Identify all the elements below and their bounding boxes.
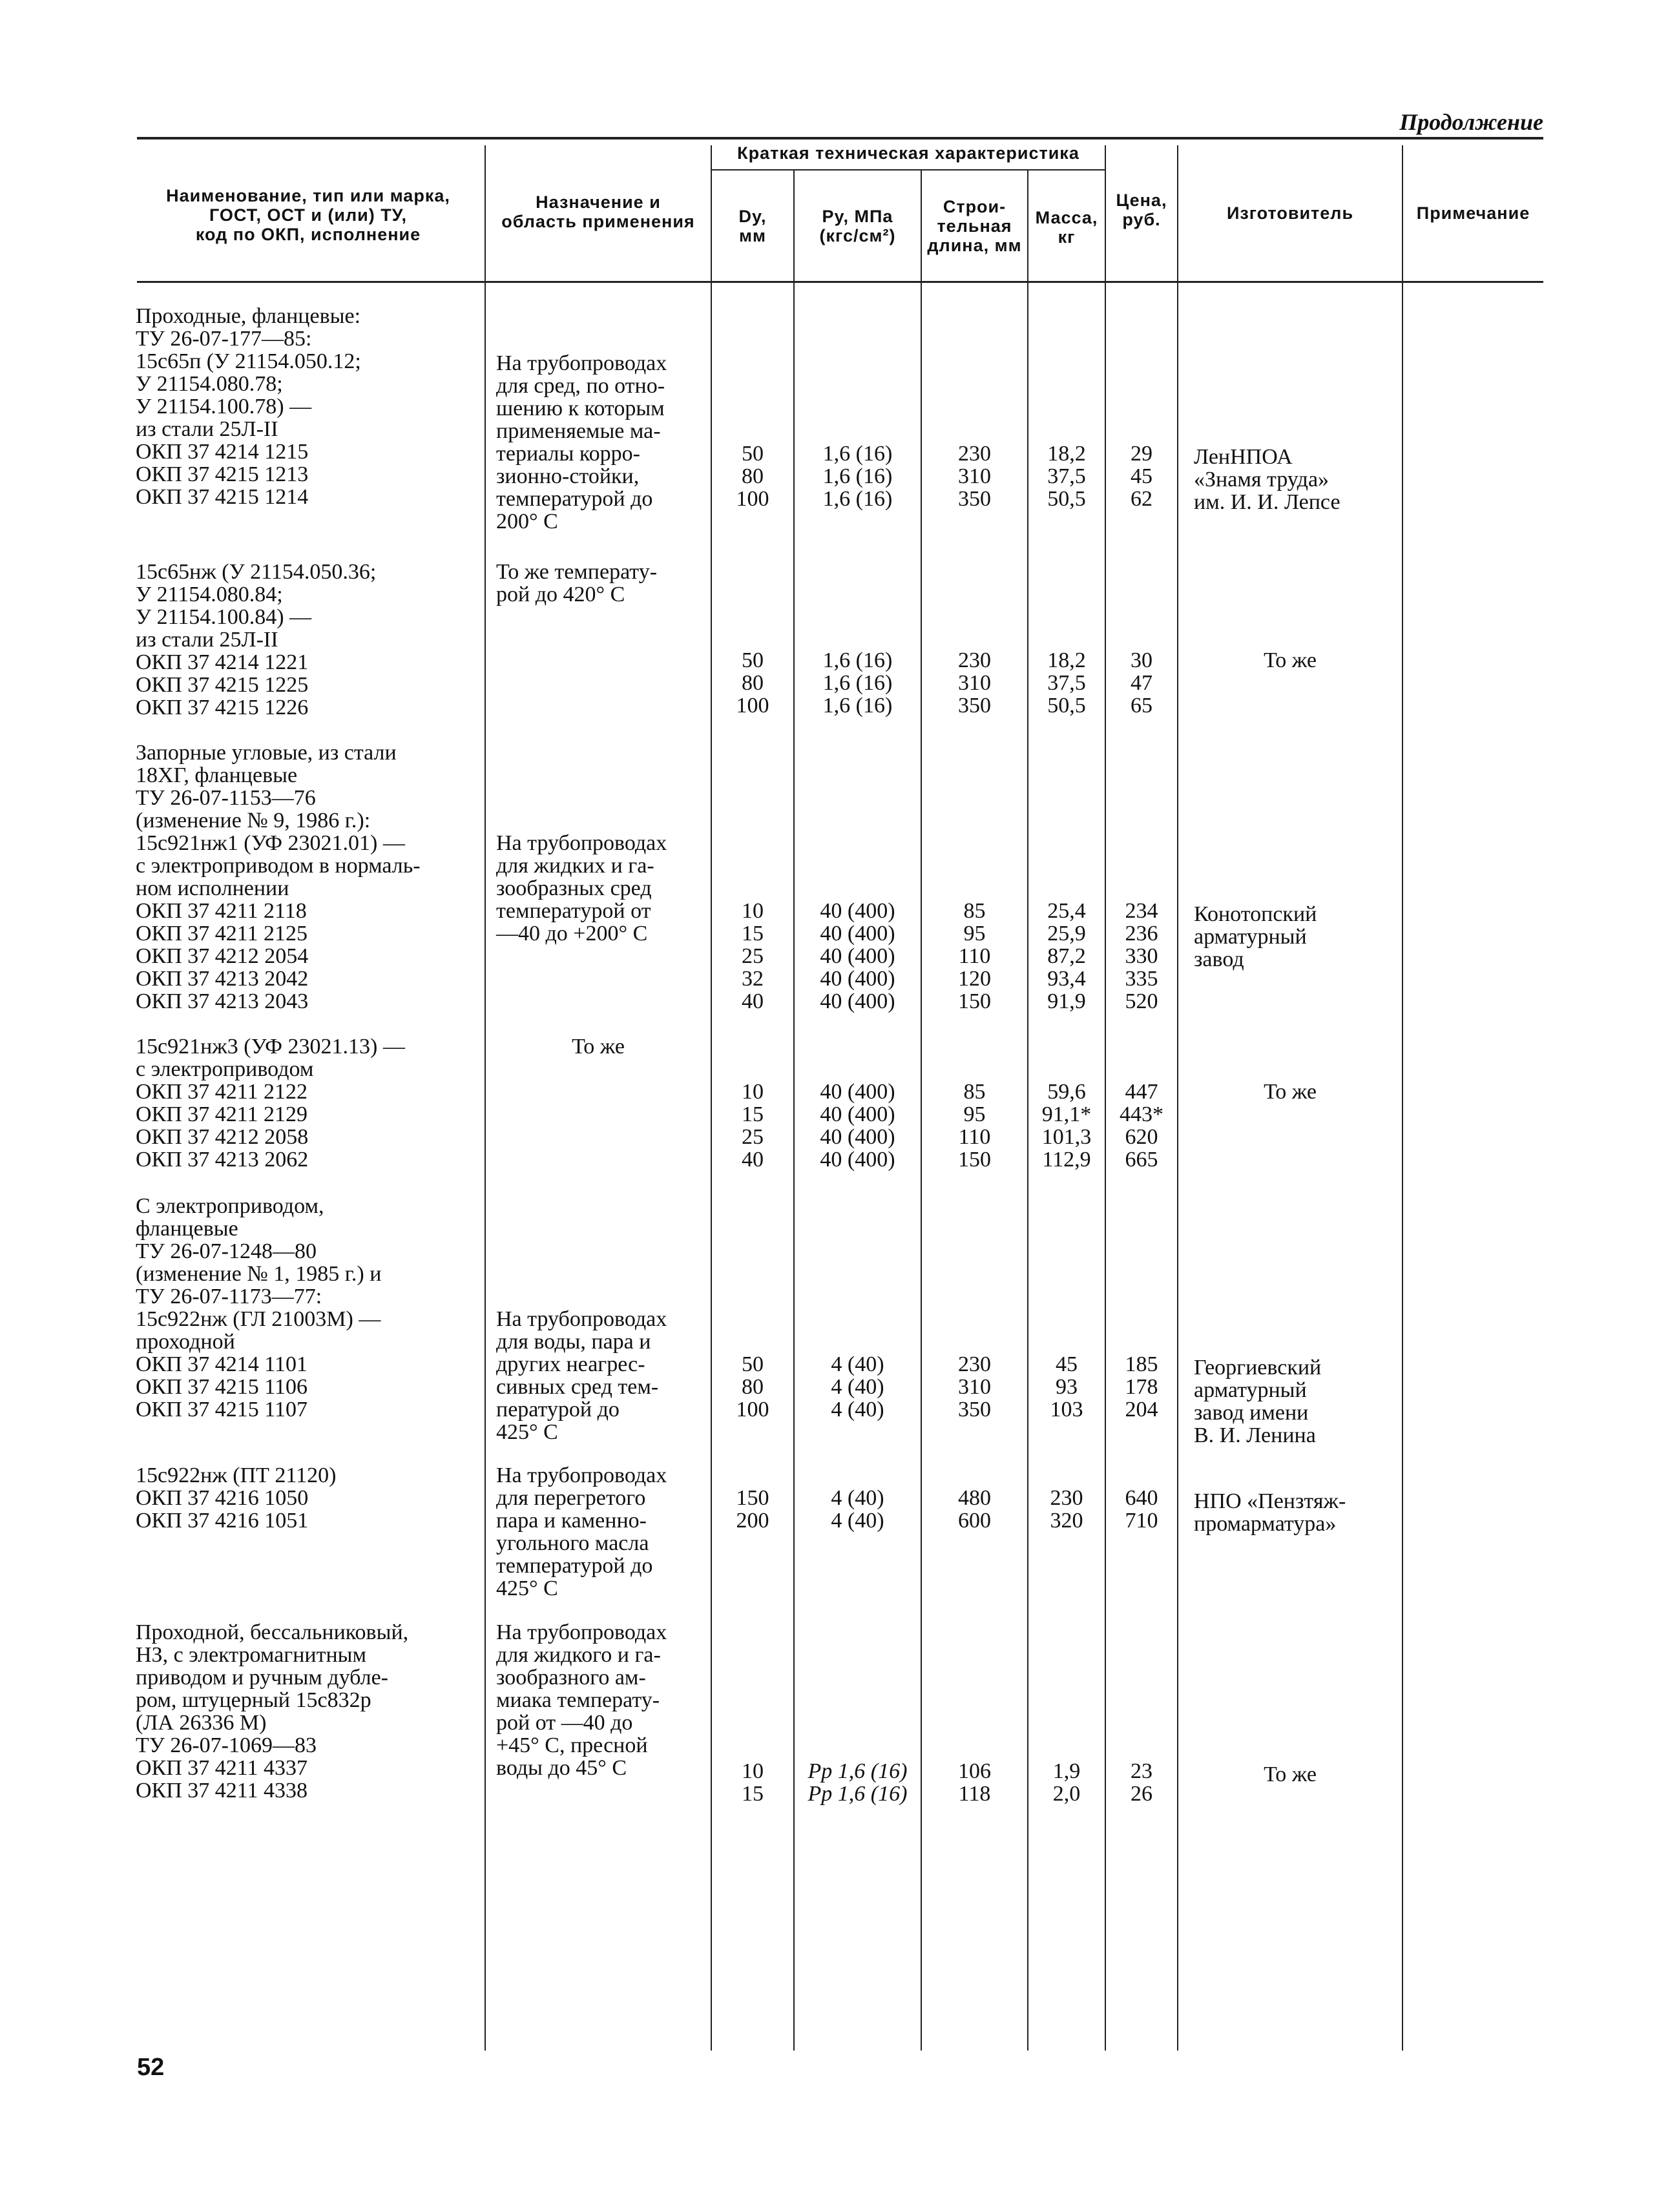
row-6-maker: НПО «Пензтяж- промарматура» — [1194, 1489, 1346, 1536]
row-6-name: 15с922нж (ПТ 21120) ОКП 37 4216 1050 ОКП 37 4216 1051 — [136, 1463, 337, 1533]
row-7-price: 23 26 — [1131, 1759, 1152, 1806]
row-7-purpose: На трубопроводах для жидкого и га- зообразного ам- миака температу- рой от —40 до +45° С, пресной воды до 45° С — [496, 1620, 667, 1780]
header-note: Примечание — [1416, 203, 1530, 223]
row-5-name: С электроприводом, фланцевые ТУ 26-07-1248—80 (изменение № 1, 1985 г.) и ТУ 26-07-1173—77: 15с922нж (ГЛ 21003М) — проходной ОКП 37 4214 1101 ОКП 37 4215 1106 ОКП 37 4215 1107 — [136, 1194, 382, 1421]
row-1-maker: ЛенНПОА «Знамя труда» им. И. И. Лепсе — [1194, 445, 1340, 514]
row-4-dn: 10 15 25 40 — [742, 1080, 764, 1172]
row-1-pn: 1,6 (16) 1,6 (16) 1,6 (16) — [822, 442, 893, 511]
row-7-name: Проходной, бессальниковый, НЗ, с электромагнитным приводом и ручным дубле- ром, штуцерный 15с832р (ЛА 26336 М) ТУ 26-07-1069—83 ОКП 37 4211 4337 ОКП 37 4211 4338 — [136, 1620, 409, 1803]
row-6-price: 640 710 — [1125, 1486, 1158, 1533]
row-4-pn: 40 (400) 40 (400) 40 (400) 40 (400) — [820, 1080, 895, 1172]
row-2-name: 15с65нж (У 21154.050.36; У 21154.080.84; У 21154.100.84) — из стали 25Л-II ОКП 37 4214 1221 ОКП 37 4215 1225 ОКП 37 4215 1226 — [136, 560, 377, 719]
row-5-length: 230 310 350 — [958, 1352, 991, 1421]
row-3-name: Запорные угловые, из стали 18ХГ, фланцевые ТУ 26-07-1153—76 (изменение № 9, 1986 г.): 15с921нж1 (УФ 23021.01) — с электроприводом в нормаль- ном исполнении ОКП 37 4211 2118 ОКП 37 4211 2125 ОКП 37 4212 2054 ОКП 37 4213 2042 ОКП 37 4213 2043 — [136, 741, 421, 1013]
row-3-mass: 25,4 25,9 87,2 93,4 91,9 — [1047, 899, 1086, 1013]
col-rule-1 — [485, 145, 486, 2051]
header-maker: Изготовитель — [1226, 203, 1354, 223]
row-1-name: Проходные, фланцевые: ТУ 26-07-177—85: 15с65п (У 21154.050.12; У 21154.080.78; У 21154.100.78) — из стали 25Л-II ОКП 37 4214 1215 ОКП 37 4215 1213 ОКП 37 4215 1214 — [136, 304, 361, 509]
row-5-pn: 4 (40) 4 (40) 4 (40) — [831, 1352, 884, 1421]
row-7-length: 106 118 — [958, 1759, 991, 1806]
header-bottom-rule — [137, 281, 1543, 283]
row-6-mass: 230 320 — [1050, 1486, 1083, 1533]
row-6-purpose: На трубопроводах для перегретого пара и каменно- угольного масла температурой до 425° С — [496, 1463, 667, 1600]
row-3-price: 234 236 330 335 520 — [1125, 899, 1158, 1013]
row-6-pn: 4 (40) 4 (40) — [831, 1486, 884, 1533]
row-2-dn: 50 80 100 — [736, 648, 769, 718]
header-dn: Dу, мм — [738, 207, 767, 245]
row-5-price: 185 178 204 — [1125, 1352, 1158, 1421]
row-7-pn: Pр 1,6 (16) Pр 1,6 (16) — [808, 1759, 908, 1806]
row-4-mass: 59,6 91,1* 101,3 112,9 — [1041, 1080, 1092, 1172]
row-1-purpose: На трубопроводах для сред, по отно- шению к которым применяемые ма- териалы корро- зионно-стойки, температурой до 200° С — [496, 351, 667, 533]
header-name: Наименование, тип или марка, ГОСТ, ОСТ и (или) ТУ, код по ОКП, исполнение — [166, 186, 450, 244]
row-5-maker: Георгиевский арматурный завод имени В. И. Ленина — [1194, 1356, 1322, 1447]
row-6-length: 480 600 — [958, 1486, 991, 1533]
row-3-dn: 10 15 25 32 40 — [742, 899, 764, 1013]
header-pn: Pу, МПа (кгс/см²) — [819, 207, 896, 245]
header-mass: Масса, кг — [1035, 208, 1098, 247]
header-top-rule — [137, 137, 1543, 140]
row-4-purpose: То же — [572, 1035, 625, 1059]
row-1-mass: 18,2 37,5 50,5 — [1047, 442, 1086, 511]
row-4-price: 447 443* 620 665 — [1120, 1080, 1163, 1172]
col-rule-8 — [1402, 145, 1403, 2051]
row-3-purpose: На трубопроводах для жидких и га- зообразных сред температурой от —40 до +200° С — [496, 831, 667, 946]
row-3-pn: 40 (400) 40 (400) 40 (400) 40 (400) 40 (400) — [820, 899, 895, 1013]
row-5-purpose: На трубопроводах для воды, пара и других неагрес- сивных сред тем- пературой до 425° С — [496, 1307, 667, 1444]
row-2-purpose: То же температу- рой до 420° С — [496, 560, 658, 606]
row-7-mass: 1,9 2,0 — [1052, 1759, 1081, 1806]
row-2-pn: 1,6 (16) 1,6 (16) 1,6 (16) — [822, 648, 893, 718]
row-5-mass: 45 93 103 — [1050, 1352, 1083, 1421]
row-4-length: 85 95 110 150 — [958, 1080, 991, 1172]
row-1-dn: 50 80 100 — [736, 442, 769, 511]
page-number: 52 — [137, 2054, 165, 2081]
header-price: Цена, руб. — [1116, 191, 1167, 229]
row-3-length: 85 95 110 120 150 — [958, 899, 991, 1013]
header-purpose: Назначение и область применения — [501, 192, 695, 231]
header-length: Строи- тельная длина, мм — [927, 197, 1022, 255]
row-2-price: 30 47 65 — [1131, 648, 1152, 718]
row-7-maker: То же — [1264, 1762, 1317, 1786]
row-1-price: 29 45 62 — [1131, 442, 1152, 511]
row-6-dn: 150 200 — [736, 1486, 769, 1533]
tech-group-rule — [711, 169, 1105, 171]
row-2-maker: То же — [1264, 648, 1317, 672]
row-7-dn: 10 15 — [742, 1759, 764, 1806]
row-4-name: 15с921нж3 (УФ 23021.13) — с электроприводом ОКП 37 4211 2122 ОКП 37 4211 2129 ОКП 37 4212 2058 ОКП 37 4213 2062 — [136, 1035, 405, 1172]
header-tech-group: Краткая техническая характеристика — [737, 143, 1079, 163]
row-4-maker: То же — [1264, 1080, 1317, 1104]
row-2-mass: 18,2 37,5 50,5 — [1047, 648, 1086, 718]
row-2-length: 230 310 350 — [958, 648, 991, 718]
row-3-maker: Конотопский арматурный завод — [1194, 902, 1317, 971]
continuation-label: Продолжение — [1399, 109, 1543, 135]
row-5-dn: 50 80 100 — [736, 1352, 769, 1421]
row-1-length: 230 310 350 — [958, 442, 991, 511]
